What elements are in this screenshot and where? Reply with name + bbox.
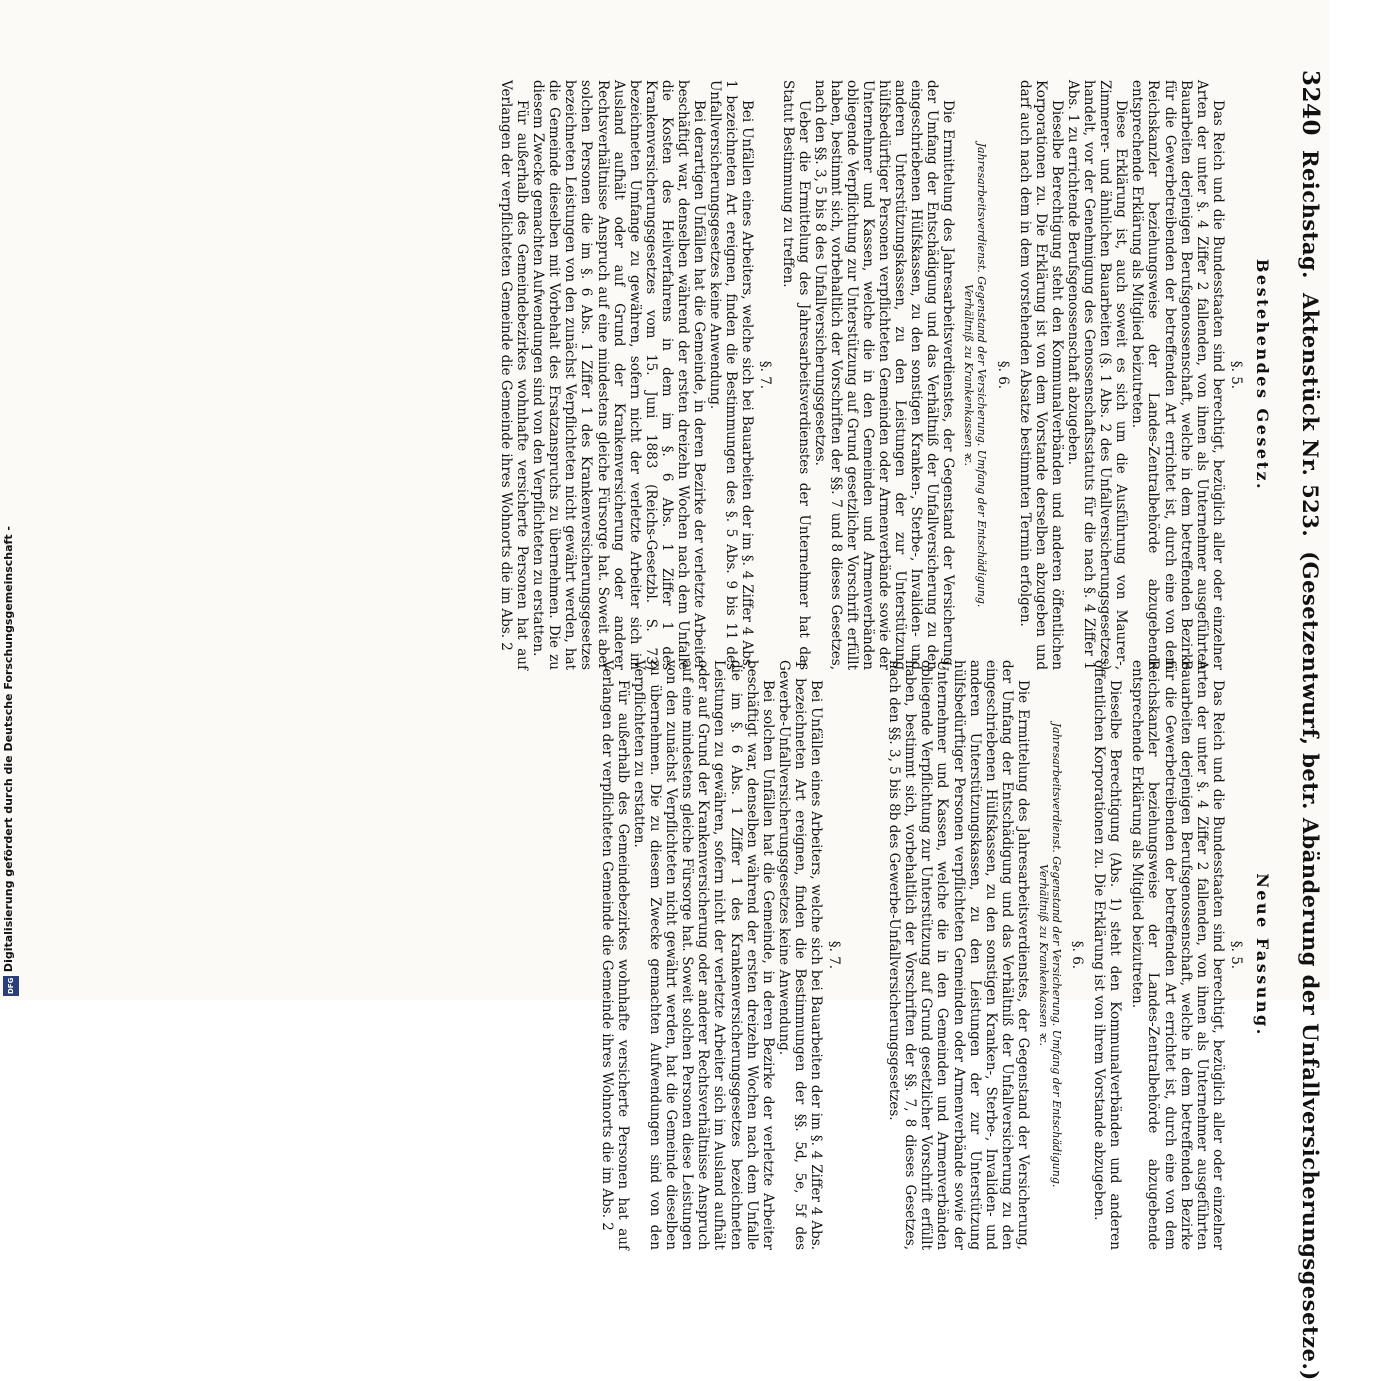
paragraph: Das Reich und die Bundesstaaten sind berechtigt, bezüglich aller oder einzelner Arten der unter §. 4 Ziffer 2 fallenden, von ihnen als Unternehmer ausgeführten Bauarbeiten derjenigen Berufsgenossenschaft, welche in dem betreffenden Bezirke für die Gewerbetreibenden der betreffenden Art errichtet ist, durch eine von dem Reichskanzler beziehungsweise der Landes-Zentralbehörde abzugebende entsprechende Erklärung als Mitglied beizutreten. bbox=[1129, 660, 1226, 1250]
paragraph: Die Ermittelung des Jahresarbeitsverdienstes, der Gegenstand der Versicherung, der Umfang der Entschädigung und das Verhältniß der Unfallversicherung zu den eingeschriebenen Hülfskassen, zu den sonstigen Kranken-, Sterbe-, Invaliden- und anderen Unterstützungskassen, zu den Leistungen der zur Unterstützung hülfsbedürftiger Personen verpflichteten Gemeinden oder Armenverbände sowie der Unternehmer und Kassen, welche die in den Gemeinden und Armenverbänden obliegende Verpflichtung zur Unterstützung auf Grund gesetzlicher Vorschrift erfüllt haben, bestimmt sich, vorbehaltlich der Vorschriften der §§. 7 und 8 dieses Gesetzes, nach den §§. 3, 5 bis 8 des Unfallversicherungsgesetzes. bbox=[811, 80, 957, 670]
paragraph: Diese Erklärung ist, auch soweit es sich um die Ausführung von Maurer-, Zimmerer- und ähnlichen Bauarbeiten (§. 1 Abs. 2 des Unfallversicherungsgesetzes) handelt, vor der Genehmigung des Genossenschaftsstatuts für die nach §. 4 Ziffer 1 Abs. 1 zu errichtende Berufsgenossenschaft abzugeben. bbox=[1064, 80, 1130, 670]
paragraph: Bei solchen Unfällen hat die Gemeinde, in deren Bezirke der verletzte Arbeiter beschäftigt war, denselben während der ersten dreizehn Wochen nach dem Unfalle die im §. 6 Abs. 1 Ziffer 1 des Krankenversicherungsgesetzes bezeichneten Leistungen zu gewähren, sofern nicht der verletzte Arbeiter sich im Ausland aufhält oder auf Grund der Krankenversicherung oder anderer Rechtsverhältnisse Anspruch auf eine mindestens gleiche Fürsorge hat. Soweit solchen Personen diese Leistungen von den zunächst Verpflichteten nicht gewährt werden, hat die Gemeinde dieselben zu übernehmen. Die zu diesem Zwecke gemachten Aufwendungen sind von den Verpflichteten zu erstatten. bbox=[631, 660, 776, 1250]
paragraph: Dieselbe Berechtigung (Abs. 1) steht den Kommunalverbänden und anderen öffentlichen Korporationen zu. Die Erklärung ist von ihrem Vorstande abzugeben. bbox=[1091, 660, 1124, 1250]
left-column-title: Bestehendes Gesetz. bbox=[1253, 258, 1272, 492]
right-column-new-version bbox=[40, 660, 1270, 1250]
section-6-title: §. 6. bbox=[1069, 940, 1086, 970]
right-column-title: Neue Fassung. bbox=[1253, 873, 1272, 1037]
dfg-logo: DFG bbox=[3, 976, 19, 996]
paragraph: Das Reich und die Bundesstaaten sind berechtigt, bezüglich aller oder einzelner Arten der unter §. 4 Ziffer 2 fallenden, von ihnen als Unternehmer ausgeführten Bauarbeiten derjenigen Berufsgenossenschaft, welche in dem betreffenden Bezirke für die Gewerbetreibenden der betreffenden Art errichtet ist, durch eine von dem Reichskanzler beziehungsweise der Landes-Zentralbehörde abzugebende entsprechende Erklärung als Mitglied beizutreten. bbox=[1129, 80, 1226, 670]
paragraph: Bei derartigen Unfällen hat die Gemeinde, in deren Bezirke der verletzte Arbeiter beschäftigt war, denselben während der ersten dreizehn Wochen nach dem Unfalle die Kosten des Heilverfahrens in dem im §. 6 Abs. 1 Ziffer 1 des Krankenversicherungsgesetzes vom 15. Juni 1883 (Reichs-Gesetzbl. S. 73) bezeichneten Umfange zu gewähren, sofern nicht der verletzte Arbeiter sich im Ausland aufhält oder auf Grund der Krankenversicherung oder anderer Rechtsverhältnisse Anspruch auf eine mindestens gleiche Fürsorge hat. Soweit aber solchen Personen die im §. 6 Abs. 1 Ziffer 1 des Krankenversicherungsgesetzes bezeichneten Leistungen von den zunächst Verpflichteten nicht gewährt werden, hat die Gemeinde dieselben mit Vorbehalt des Ersatzanspruchs zu übernehmen. Die zu diesem Zwecke gemachten Aufwendungen sind von den Verpflichteten zu erstatten. bbox=[530, 80, 708, 670]
section-6-marginal-note: Jahresarbeitsverdienst. Gegenstand der Versicherung. Umfang der Entschädigung. Verhältniß zu Krankenkassen ꝛc. bbox=[962, 142, 989, 608]
page-number: 3240 bbox=[1297, 70, 1324, 137]
section-5-title: §. 5. bbox=[1227, 940, 1244, 970]
section-6-title: §. 6. bbox=[994, 360, 1011, 390]
publication-name: Reichstag. bbox=[1298, 150, 1323, 279]
section-7-title: §. 7. bbox=[757, 360, 774, 390]
page-header bbox=[1284, 70, 1324, 1381]
document-subject: (Gesetzentwurf, betr. Abänderung der Unfallversicherungsgesetze.) bbox=[1298, 551, 1323, 1381]
paragraph: Bei Unfällen eines Arbeiters, welche sich bei Bauarbeiten der im §. 4 Ziffer 4 Abs. 1 bezeichneten Art ereignen, finden die Bestimmungen der §§. 5d, 5e, 5f des Gewerbe-Unfallversicherungsgesetzes keine Anwendung. bbox=[775, 660, 825, 1250]
document-reference: Aktenstück Nr. 523. bbox=[1298, 293, 1323, 538]
paragraph: Für außerhalb des Gemeindebezirkes wohnhafte versicherte Personen hat auf Verlangen der verpflichteten Gemeinde die Gemeinde ihres Wohnorts die im Abs. 2 bbox=[497, 80, 531, 670]
paragraph: Die Ermittelung des Jahresarbeitsverdienstes, der Gegenstand der Versicherung, der Umfang der Entschädigung und das Verhältniß der Unfallversicherung zu den eingeschriebenen Hülfskassen, zu den sonstigen Kranken-, Sterbe-, Invaliden- und anderen Unterstützungskassen, zu den Leistungen der zur Unterstützung hülfsbedürftiger Personen verpflichteten Gemeinden oder Armenverbände sowie der Unternehmer und Kassen, welche die in den Gemeinden und Armenverbänden obliegende Verpflichtung zur Unterstützung auf Grund gesetzlicher Vorschrift erfüllt haben, bestimmt sich, vorbehaltlich der Vorschriften der §§. 7, 8 dieses Gesetzes, nach den §§. 3, 5 bis 8b des Gewerbe-Unfallversicherungsgesetzes. bbox=[886, 660, 1031, 1250]
digitization-footer bbox=[2, 525, 22, 996]
footer-credit-text: Digitalisierung gefördert durch die Deutsche Forschungsgemeinschaft - bbox=[2, 525, 15, 972]
paragraph: Für außerhalb des Gemeindebezirkes wohnhafte versicherte Personen hat auf Verlangen der verpflichteten Gemeinde die Gemeinde ihres Wohnorts die im Abs. 2 bbox=[598, 660, 631, 1250]
left-column-existing-law bbox=[40, 80, 1270, 670]
paragraph: Bei Unfällen eines Arbeiters, welche sich bei Bauarbeiten der im §. 4 Ziffer 4 Abs. 1 bezeichneten Art ereignen, finden die Bestimmungen des §. 5 Abs. 9 bis 11 des Unfallversicherungsgesetzes keine Anwendung. bbox=[707, 80, 756, 670]
section-5-title: §. 5. bbox=[1227, 360, 1244, 390]
column-divider bbox=[40, 653, 1270, 654]
paragraph: Dieselbe Berechtigung steht den Kommunalverbänden und anderen öffentlichen Korporationen zu. Die Erklärung ist von dem Vorstande derselben abzugeben und darf auch nach dem in dem vorstehenden Absatze bestimmten Termin erfolgen. bbox=[1016, 80, 1065, 670]
paragraph: Ueber die Ermittelung des Jahresarbeitsverdienstes der Unternehmer hat das Statut Bestimmung zu treffen. bbox=[779, 80, 812, 670]
section-6-marginal-note: Jahresarbeitsverdienst. Gegenstand der Versicherung. Umfang der Entschädigung. Verhältniß zu Krankenkassen ꝛc. bbox=[1036, 722, 1063, 1188]
section-7-title: §. 7. bbox=[826, 940, 843, 970]
